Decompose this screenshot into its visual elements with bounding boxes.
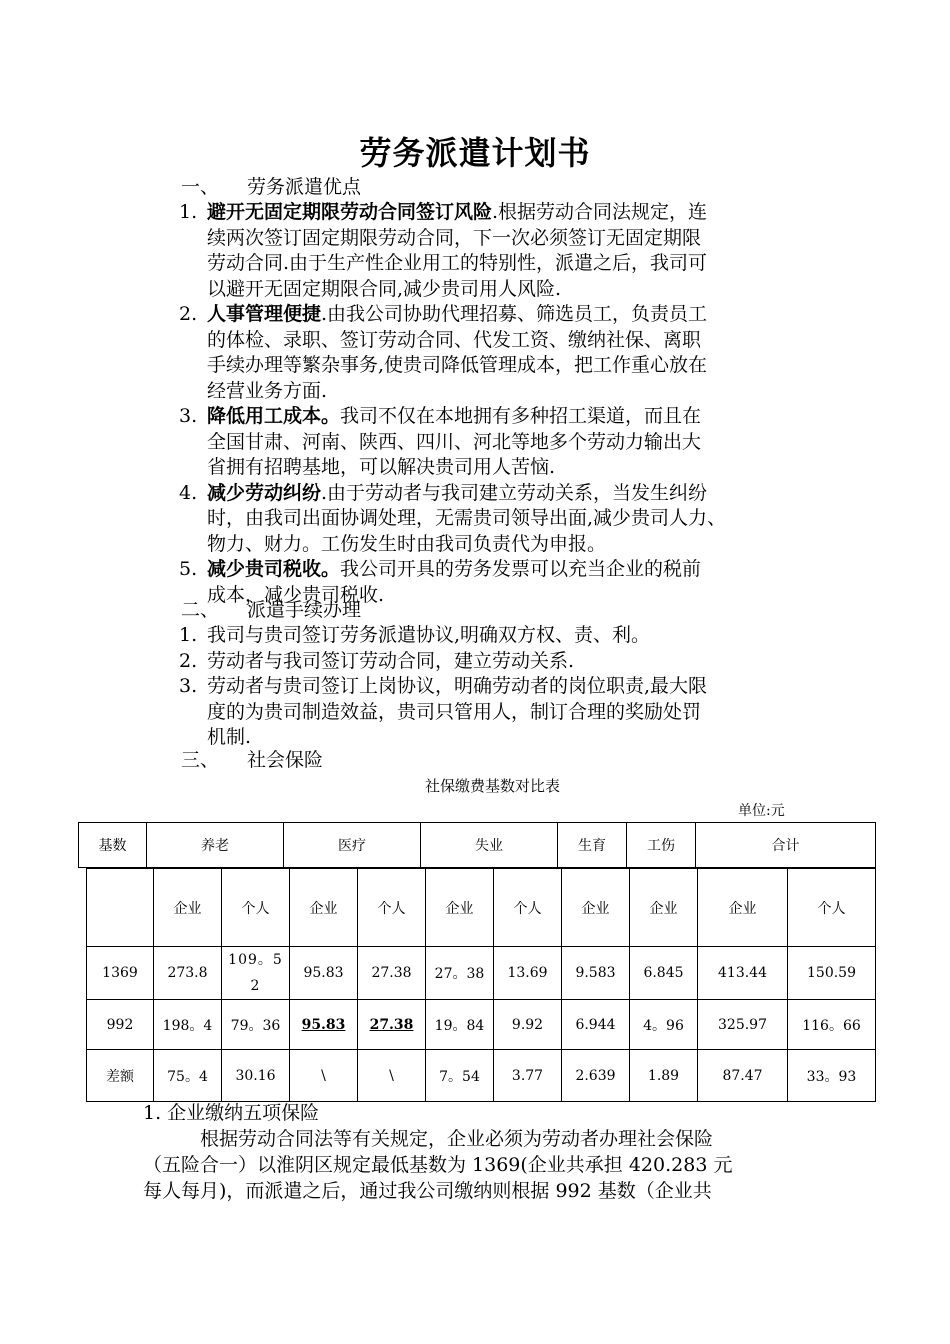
paragraph-line: （五险合一）以淮阴区规定最低基数为 1369(企业共承担 420.283 元 (143, 1154, 733, 1176)
list-item-number: 1. (179, 624, 198, 646)
table-cell: 19。84 (426, 1000, 494, 1050)
table-cell: 79。36 (222, 1000, 290, 1050)
header-cell: 基数 (79, 823, 147, 868)
header-cell: 生育 (558, 823, 627, 868)
list-item (179, 674, 819, 751)
table-cell: 1369 (87, 947, 154, 1000)
table-cell: 992 (87, 1000, 154, 1050)
list-item-title: 避开无固定期限劳动合同签订风险 (207, 201, 493, 223)
table-cell: 27.38 (358, 947, 426, 1000)
table-cell: 109。5 2 (222, 947, 290, 1000)
table-cell: 33。93 (788, 1050, 876, 1102)
table-cell: 6.944 (562, 1000, 630, 1050)
table-cell: 差额 (87, 1050, 154, 1102)
table-cell: 325.97 (698, 1000, 788, 1050)
table-cell: 6.845 (630, 947, 698, 1000)
table-cell: 4。96 (630, 1000, 698, 1050)
list-item-text: 时，由我司出面协调处理，无需贵司领导出面,减少贵司人力、 (207, 507, 727, 529)
table-cell: 企业 (154, 869, 222, 947)
table-cell: 企业 (426, 869, 494, 947)
list-item-text: 经营业务方面. (207, 379, 328, 402)
table-row (87, 1050, 876, 1102)
table-cell: 个人 (494, 869, 562, 947)
table-cell: 9.583 (562, 947, 630, 1000)
table-row (87, 1000, 876, 1050)
list-item-text: .由我公司协助代理招募、筛选员工，负责员工 (321, 303, 708, 325)
list-item-text: 以避开无固定期限合同,减少贵司用人风险. (207, 277, 562, 300)
header-cell: 养老 (147, 823, 284, 868)
table-subheader-row (87, 869, 876, 947)
header-cell: 失业 (421, 823, 558, 868)
list-item-title: 人事管理便捷 (207, 303, 322, 325)
table-cell: 273.8 (154, 947, 222, 1000)
list-item-text: 手续办理等繁杂事务,使贵司降低管理成本，把工作重心放在 (207, 354, 708, 376)
list-item (179, 623, 819, 649)
list-item-number: 4. (179, 481, 198, 504)
list-item-text: 机制. (207, 726, 252, 748)
list-item-text: 我司与贵司签订劳务派遣协议,明确双方权、责、利。 (207, 624, 651, 646)
header-cell: 医疗 (284, 823, 421, 868)
list-item-text: .根据劳动合同法规定，连 (492, 201, 708, 223)
list-item-text: 我司不仅在本地拥有多种招工渠道，而且在 (340, 405, 702, 427)
list-item-text: 劳动者与贵司签订上岗协议，明确劳动者的岗位职责,最大限 (207, 675, 708, 697)
section-heading-2: 二、 派遣手续办理 (181, 599, 362, 621)
paragraph-line: 每人每月)，而派遣之后，通过我公司缴纳则根据 992 基数（企业共 (143, 1180, 712, 1202)
table-row (87, 947, 876, 1000)
table-cell: 75。4 (154, 1050, 222, 1102)
list-item-number: 2. (179, 649, 198, 672)
table-cell: 95.83 (290, 947, 358, 1000)
table-cell: 3.77 (494, 1050, 562, 1102)
paragraph (143, 1126, 823, 1204)
list-item-number: 5. (179, 558, 198, 580)
section-heading-1: 一、 劳务派遣优点 (181, 176, 362, 198)
list-item (179, 302, 819, 404)
table-cell: 30.16 (222, 1050, 290, 1102)
list-item-text: 劳动者与我司签订劳动合同，建立劳动关系. (207, 649, 575, 672)
list-item-text: 劳动合同.由于生产性企业用工的特别性，派遣之后，我司可 (207, 252, 708, 274)
list-item (179, 404, 819, 481)
table-cell: 150.59 (788, 947, 876, 1000)
list-item (179, 200, 819, 302)
table-header-main (78, 822, 876, 868)
table-cell (87, 869, 154, 947)
section-heading-3: 三、 社会保险 (181, 749, 324, 771)
paragraph-line: 根据劳动合同法等有关规定，企业必须为劳动者办理社会保险 (200, 1128, 714, 1150)
list-item-number: 3. (179, 675, 198, 697)
table-cell: 企业 (290, 869, 358, 947)
table-cell: \ (290, 1050, 358, 1102)
procedures-list (179, 623, 819, 751)
list-item-text: 成本，减少贵司税收. (207, 583, 385, 606)
list-item-title: 减少劳动纠纷 (207, 481, 322, 504)
advantages-list (179, 200, 819, 608)
subheading-1: 1. 企业缴纳五项保险 (143, 1102, 320, 1124)
table-cell: 企业 (562, 869, 630, 947)
list-item-text: 物力、财力。工伤发生时由我司负责代为申报。 (207, 532, 607, 555)
table-cell: 2.639 (562, 1050, 630, 1102)
list-item-text: 度的为贵司制造效益，贵司只管用人，制订合理的奖励处罚 (207, 700, 702, 723)
table-cell: 27.38 (358, 1000, 426, 1050)
table-body (86, 868, 876, 1102)
table-cell: 企业 (698, 869, 788, 947)
table-cell: 13.69 (494, 947, 562, 1000)
header-cell: 工伤 (627, 823, 696, 868)
list-item-text: 省拥有招聘基地，可以解决贵司用人苦恼. (207, 456, 556, 478)
table-cell: 95.83 (290, 1000, 358, 1050)
table-cell: 116。66 (788, 1000, 876, 1050)
table-caption: 社保缴费基数对比表 (424, 777, 560, 795)
table-cell: 87.47 (698, 1050, 788, 1102)
list-item-number: 1. (179, 201, 198, 223)
list-item (179, 481, 819, 558)
table-cell: 个人 (222, 869, 290, 947)
table-cell: \ (358, 1050, 426, 1102)
table-cell: 7。54 (426, 1050, 494, 1102)
list-item-title: 减少贵司税收。 (207, 558, 341, 580)
page-title: 劳务派遣计划书 (359, 134, 591, 172)
table-cell: 个人 (788, 869, 876, 947)
table-cell: 9.92 (494, 1000, 562, 1050)
table-cell: 413.44 (698, 947, 788, 1000)
table-cell: 企业 (630, 869, 698, 947)
list-item-text: .由于劳动者与我司建立劳动关系，当发生纠纷 (321, 481, 708, 504)
table-cell: 个人 (358, 869, 426, 947)
table-cell: 27。38 (426, 947, 494, 1000)
table-unit: 单位:元 (738, 803, 785, 819)
list-item-title: 降低用工成本。 (207, 405, 341, 427)
table-cell: 198。4 (154, 1000, 222, 1050)
table-cell: 1.89 (630, 1050, 698, 1102)
header-cell: 合计 (696, 823, 876, 868)
list-item (179, 649, 819, 675)
list-item-text: 全国甘肃、河南、陕西、四川、河北等地多个劳动力输出大 (207, 430, 702, 453)
list-item-number: 2. (179, 303, 198, 325)
list-item-text: 续两次签订固定期限劳动合同，下一次必须签订无固定期限 (207, 226, 702, 249)
list-item-number: 3. (179, 405, 198, 427)
list-item-text: 的体检、录职、签订劳动合同、代发工资、缴纳社保、离职 (207, 328, 702, 351)
list-item-text: 我公司开具的劳务发票可以充当企业的税前 (340, 558, 702, 580)
